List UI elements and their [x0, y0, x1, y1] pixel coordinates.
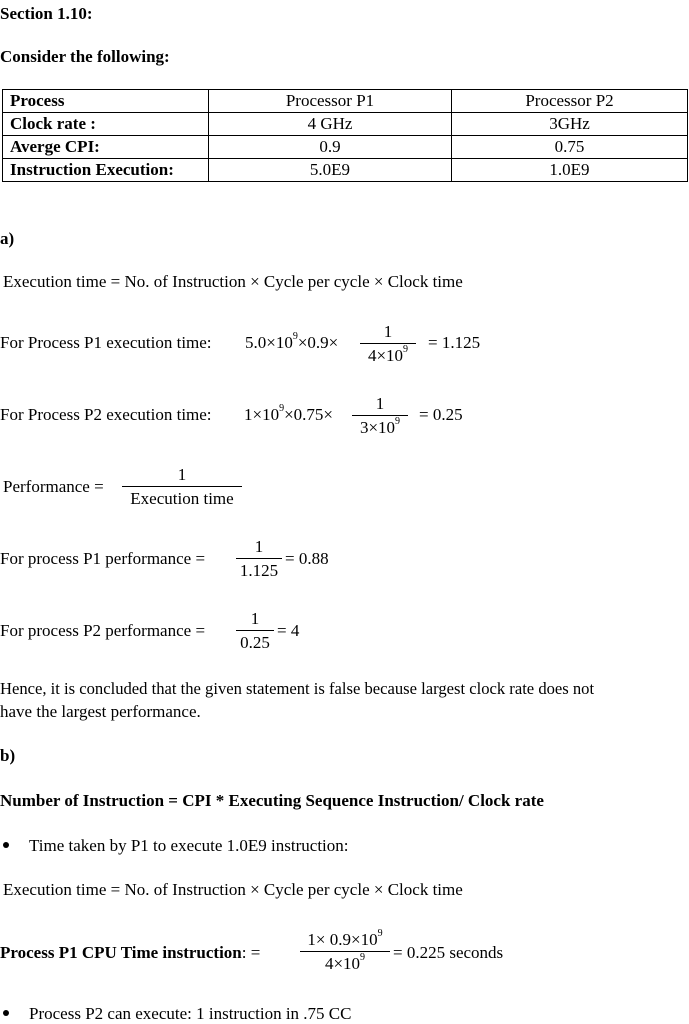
execution-time-formula-b: Execution time = No. of Instruction × Cycle per cycle × Clock time — [3, 880, 463, 899]
bullet-p2-execute: Process P2 can execute: 1 instruction in .75 CC — [29, 1004, 352, 1023]
bullet-icon — [3, 1010, 9, 1016]
bullet-time-taken: Time taken by P1 to execute 1.0E9 instruction: — [29, 836, 349, 855]
bullet-icon — [3, 842, 9, 848]
table-cell: Instruction Execution: — [3, 159, 209, 182]
table-cell: 0.75 — [452, 136, 688, 159]
table-row — [3, 159, 688, 182]
table-cell: 4 GHz — [209, 113, 452, 136]
cpu-time-result: = 0.225 seconds — [393, 943, 504, 962]
table-cell: 1.0E9 — [452, 159, 688, 182]
table-row — [3, 113, 688, 136]
part-b-heading: Number of Instruction = CPI * Executing Sequence Instruction/ Clock rate — [0, 791, 544, 810]
table-cell: Clock rate : — [3, 113, 209, 136]
p2-exec-fraction: $\frac{1}{3\times 10^9}$ — [352, 395, 408, 436]
processor-table — [2, 89, 688, 182]
cpu-time-line: Process P1 CPU Time instruction: = — [0, 943, 261, 962]
p1-exec-label: For Process P1 execution time: — [0, 333, 212, 352]
table-row — [3, 136, 688, 159]
p1-exec-fraction: $\frac{1}{4\times 10^9}$ — [360, 323, 416, 364]
part-b-label: b) — [0, 746, 16, 765]
p2-exec-result: = 0.25 — [419, 405, 463, 424]
p2-perf-label: For process P2 performance = — [0, 621, 206, 640]
p1-perf-label: For process P1 performance = — [0, 549, 206, 568]
execution-time-formula: Execution time = No. of Instruction × Cycle per cycle × Clock time — [3, 272, 463, 291]
p1-perf-fraction: $\frac{1}{1.125}$ — [236, 538, 282, 579]
part-a-label: a) — [0, 229, 15, 248]
performance-fraction: 1 Execution time — [122, 466, 242, 507]
p1-exec-result: = 1.125 — [428, 333, 481, 352]
cpu-time-fraction: $\frac{1\times 0.9\times 10^9}{4\times 10^9}$ — [300, 931, 390, 972]
intro-heading: Consider the following: — [0, 47, 170, 66]
table-cell: 5.0E9 — [209, 159, 452, 182]
p2-exec-label: For Process P2 execution time: — [0, 405, 212, 424]
table-header-cell: Processor P1 — [209, 90, 452, 113]
table-cell: Averge CPI: — [3, 136, 209, 159]
p1-perf-result: = 0.88 — [285, 549, 329, 568]
p2-perf-fraction: $\frac{1}{0.25}$ — [236, 610, 274, 651]
table-header-row — [3, 90, 688, 113]
table-header-cell: Processor P2 — [452, 90, 688, 113]
table-header-cell: Process — [3, 90, 209, 113]
performance-label: Performance = — [3, 477, 104, 496]
p2-exec-expression: $1\times 10^9\times 0.75\times$ — [244, 403, 334, 424]
conclusion-line-1: Hence, it is concluded that the given statement is false because largest clock rate does not — [0, 679, 595, 698]
table-cell: 0.9 — [209, 136, 452, 159]
p2-perf-result: = 4 — [277, 621, 300, 640]
conclusion-line-2: have the largest performance. — [0, 702, 201, 721]
table-cell: 3GHz — [452, 113, 688, 136]
section-title: Section 1.10: — [0, 4, 93, 23]
p1-exec-expression: $5.0\times 10^9\times 0.9\times$ — [245, 331, 339, 352]
